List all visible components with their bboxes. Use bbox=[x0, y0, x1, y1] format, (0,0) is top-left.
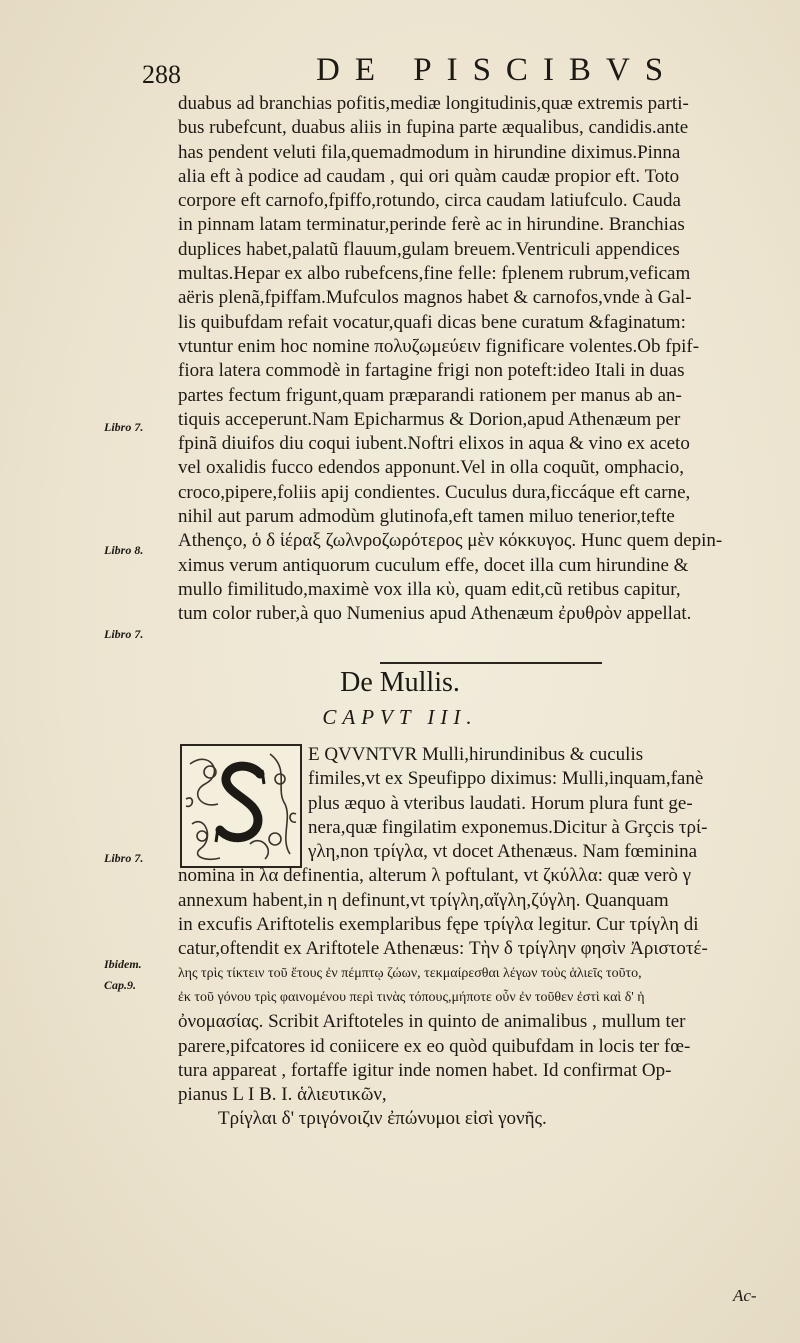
text-line: ximus verum antiquorum cuculum effe, docet illa cum hirundine & bbox=[178, 554, 689, 576]
text-line: duabus ad branchias pofitis,mediæ longitudinis,quæ extremis parti- bbox=[178, 93, 689, 114]
catchword: Ac- bbox=[733, 1286, 757, 1305]
text-line: duplices habet,palatũ flauum,gulam breuem.Ventriculi appendices bbox=[178, 238, 680, 260]
text-line: catur,oftendit ex Ariftotele Athenæus: Τὴν δ τρίγλην φησὶν Ἀριστοτέ- bbox=[178, 938, 708, 960]
verse-line: Τρίγλαι δ' τριγόνοιζιν ἐπώνυμοι εἰσὶ γονῆς. bbox=[218, 1108, 547, 1130]
text-line: Athenço, ὁ δ ἱέραξ ζωλνροζωρότερος μὲν κόκκυγος. Hunc quem depin- bbox=[178, 530, 723, 552]
chapter-text bbox=[178, 743, 763, 1132]
page-header bbox=[0, 50, 800, 94]
page-number: 288 bbox=[142, 60, 181, 89]
text-line: in excufis Ariftotelis exemplaribus fępe τρίγλα legitur. Cur τρίγλη di bbox=[178, 914, 699, 936]
chapter-heading: CAPVT III. bbox=[322, 705, 478, 729]
text-line: lis quibufdam refait vocatur,quafi dicas bene curatum &faginatum: bbox=[178, 311, 686, 333]
margin-note: Ibidem. bbox=[104, 957, 142, 971]
text-line: aëris plenã,fpiffam.Mufculos magnos habet & carnofos,vnde à Gal- bbox=[178, 287, 692, 309]
text-line: bus rubefcunt, duabus aliis in fupina parte æqualibus, candidis.ante bbox=[178, 117, 689, 139]
text-line: multas.Hepar ex albo rubefcens,fine felle: fplenem rubrum,veficam bbox=[178, 263, 691, 285]
text-line: fimiles,vt ex Speufippo diximus: Mulli,inquam,fanè bbox=[308, 768, 704, 790]
text-line: in pinnam latam terminatur,perinde ferè ac in hirundine. Branchias bbox=[178, 214, 685, 236]
text-line: alia eft à podice ad caudam , qui ori quàm caudæ propior eft. Toto bbox=[178, 165, 680, 187]
text-line: has pendent veluti fila,quemadmodum in hirundine diximus.Pinna bbox=[178, 141, 681, 163]
margin-note: Libro 7. bbox=[104, 851, 144, 865]
section-title: De Mullis. bbox=[340, 667, 460, 698]
margin-note: Libro 7. bbox=[104, 420, 144, 434]
text-line: parere,pifcatores id coniicere ex eo quòd quibufdam in locis ter fœ- bbox=[178, 1035, 691, 1057]
text-line: partes fectum frigunt,quam præparandi rationem per manus ab an- bbox=[178, 384, 682, 406]
text-line: tiquis acceperunt.Nam Epicharmus & Dorion,apud Athenæum per bbox=[178, 408, 681, 430]
text-line: tura appareat , fortaffe igitur inde nomen habet. Id confirmat Op- bbox=[178, 1059, 672, 1081]
text-line: λης τρὶς τίκτειν τοῦ ἔτους ἐν πέμπτῳ ζώων, τεκμαίρεσθαι λέγων τοὺς ἁλιεῖς τοῦτο, bbox=[178, 965, 642, 981]
body-text bbox=[178, 92, 763, 627]
text-line: corpore eft carnofo,fpiffo,rotundo, circa caudam latiufculo. Cauda bbox=[178, 190, 681, 212]
running-title: DE PISCIBVS bbox=[316, 52, 679, 88]
section-rule bbox=[380, 662, 602, 664]
text-line: nihil aut parum admodùm glutinofa,eft tamen miluo tenerior,tefte bbox=[178, 506, 675, 528]
text-line: mullo fimilitudo,maximè vox illa κὺ, quam edit,cũ retibus capitur, bbox=[178, 578, 681, 600]
text-line: E QVVNTVR Mulli,hirundinibus & cuculis bbox=[308, 744, 644, 765]
text-line: croco,pipere,foliis apij condientes. Cuculus dura,ficcáque eft carne, bbox=[178, 481, 691, 503]
text-line: plus æquo à vteribus laudati. Horum plura funt ge- bbox=[308, 792, 693, 814]
text-line: nomina in λα definentia, alterum λ poftulant, vt ζκύλλα: quæ verò γ bbox=[178, 865, 692, 887]
text-line: pianus L I B. I. ἁλιευτικῶν, bbox=[178, 1084, 387, 1106]
text-line: ὀνομασίας. Scribit Ariftoteles in quinto de animalibus , mullum ter bbox=[178, 1011, 686, 1033]
margin-note: Libro 8. bbox=[104, 543, 144, 557]
text-line: annexum habent,in η definunt,vt τρίγλη,αἴγλη,ζύγλη. Quanquam bbox=[178, 889, 669, 911]
text-line: fiora latera commodè in fartagine frigi non poteft:ideo Itali in duas bbox=[178, 360, 685, 382]
text-line: fpinã diuifos diu coqui iubent.Noftri elixos in aqua & vino ex aceto bbox=[178, 433, 690, 455]
text-line: nera,quæ fingilatim exponemus.Dicitur à Grçcis τρί- bbox=[308, 816, 708, 838]
text-line: γλη,non τρίγλα, vt docet Athenæus. Nam fœminina bbox=[308, 841, 698, 863]
margin-note: Libro 7. bbox=[104, 627, 144, 641]
text-line: tum color ruber,à quo Numenius apud Athenæum ἐρυθρὸν appellat. bbox=[178, 603, 692, 625]
text-line: ἐκ τοῦ γόνου τρὶς φαινομένου περὶ τινὰς τόπους,μήποτε οὖν ἐν τοῦθεν ἐστὶ καὶ δ' ἡ bbox=[178, 989, 645, 1005]
text-line: vel oxalidis fucco edendos apponunt.Vel in olla coquũt, omphacio, bbox=[178, 457, 685, 479]
margin-note: Cap.9. bbox=[104, 978, 137, 992]
text-line: vtuntur enim hoc nomine πολυζωμεύειν fignificare volentes.Ob fpif- bbox=[178, 335, 700, 357]
